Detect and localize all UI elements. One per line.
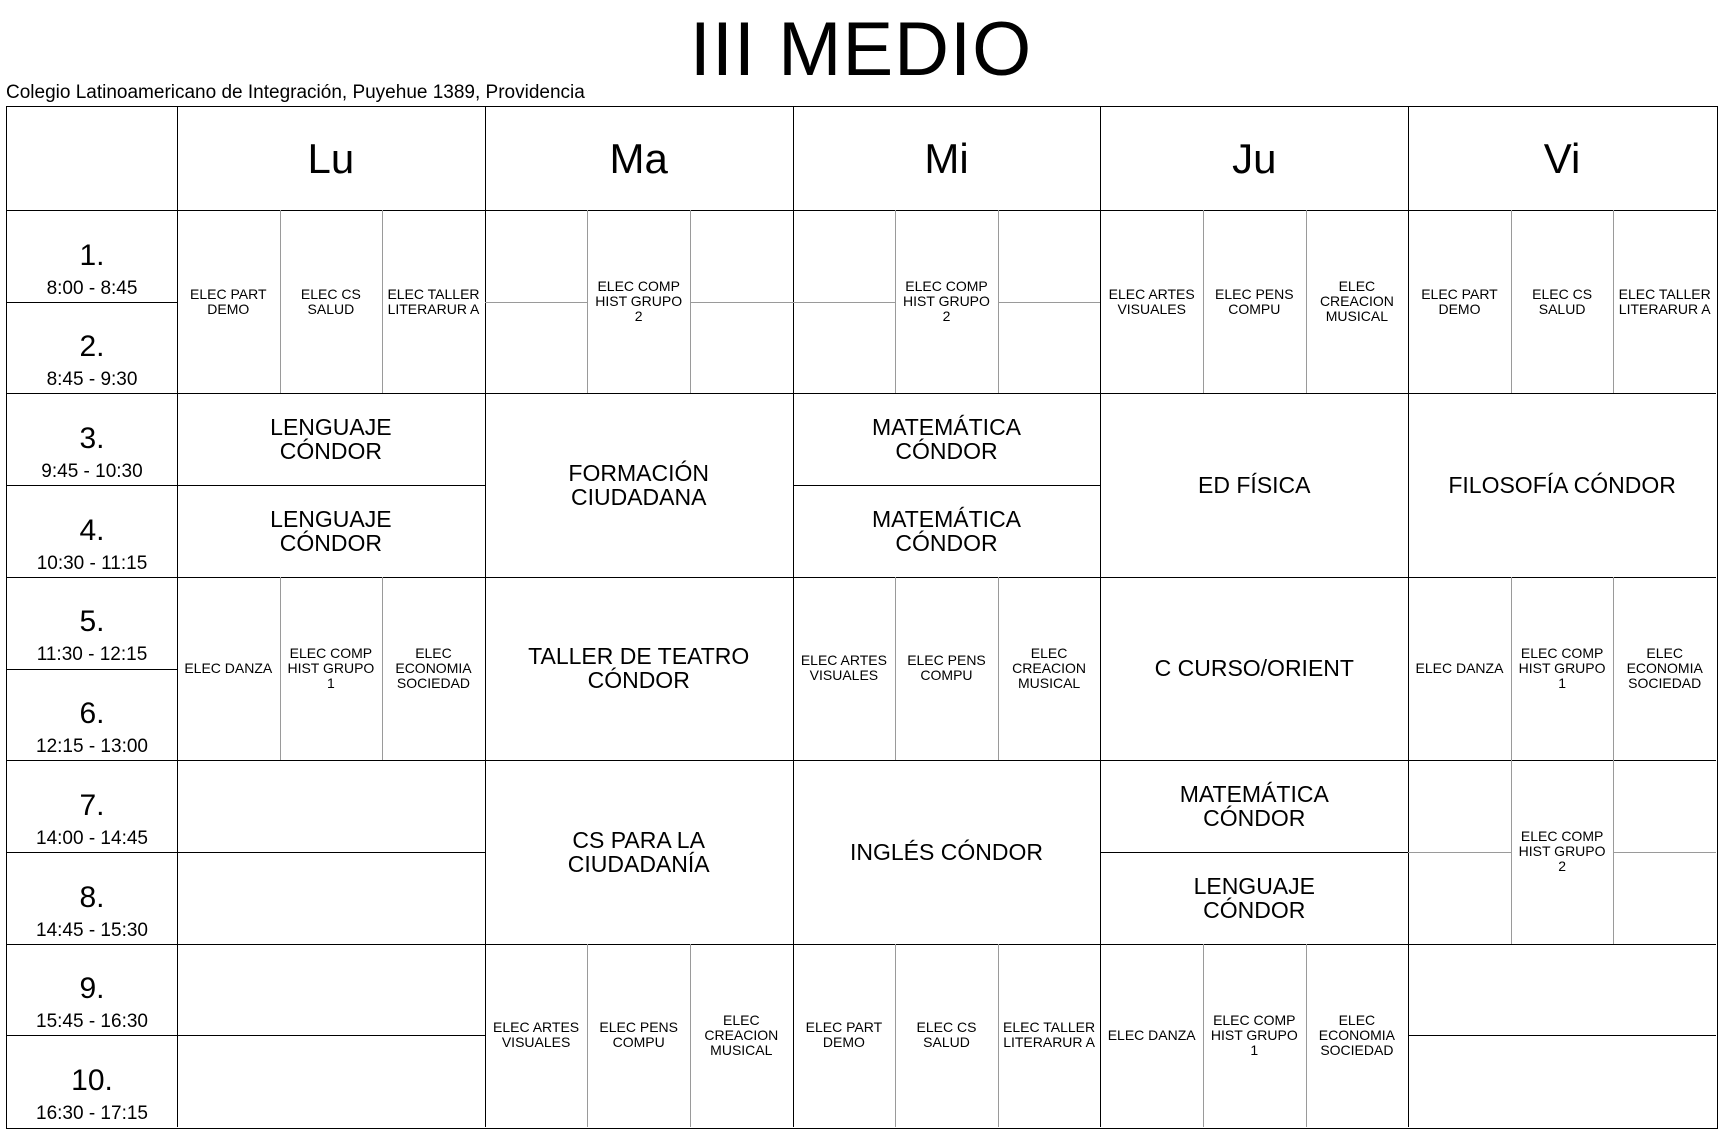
grid-line [1306,944,1307,1127]
empty-slot [1408,852,1511,944]
period-time: 11:30 - 12:15 [36,644,148,666]
subject-block: MATEMÁTICA CÓNDOR [871,414,1022,465]
period-label [7,669,177,761]
grid-line [382,577,383,760]
subject-block: INGLÉS CÓNDOR [850,838,1043,865]
subject-block: ELEC TALLER LITERARUR A [1618,285,1711,317]
grid-line [280,577,281,760]
grid-line [998,302,999,394]
period-label [7,577,177,669]
day-header: Mi [924,134,969,182]
subject-block: ELEC COMP HIST GRUPO 1 [287,644,375,691]
grid-line [793,302,896,303]
subject-block: ELEC COMP HIST GRUPO 1 [1210,1011,1298,1058]
empty-slot [998,302,1101,394]
period-number: 10. [71,1063,113,1097]
subject-block: CS PARA LA CIUDADANÍA [567,826,710,877]
empty-slot [177,852,485,944]
period-number: 2. [79,330,105,364]
empty-slot [793,210,896,302]
grid-line [895,210,896,393]
grid-line [1306,210,1307,393]
period-number: 1. [79,238,105,272]
grid-line [998,577,999,760]
period-time: 15:45 - 16:30 [36,1011,148,1033]
grid-line [1511,577,1512,760]
subject-block: ELEC DANZA [1107,1026,1196,1043]
subject-block: ELEC TALLER LITERARUR A [387,285,480,317]
subject-block: ELEC PART DEMO [805,1019,883,1051]
grid-line [7,669,177,670]
grid-line [998,302,1101,303]
period-label [7,760,177,852]
period-label [7,485,177,577]
empty-slot [1408,760,1511,852]
grid-line [690,302,691,394]
grid-line [1203,210,1204,393]
grid-line [690,302,793,303]
grid-line [1613,760,1614,852]
grid-line [587,944,588,1127]
period-time: 12:15 - 13:00 [36,736,148,758]
period-number: 3. [79,422,105,456]
period-label [7,944,177,1036]
grid-line [1613,210,1614,393]
grid-line [1511,760,1512,943]
school-address: Colegio Latinoamericano de Integración, Puyehue 1389, Providencia [6,82,585,103]
period-number: 6. [79,697,105,731]
grid-line [7,852,177,853]
period-time: 14:00 - 14:45 [36,827,148,849]
subject-block: ELEC CREACION MUSICAL [1319,278,1394,325]
grid-line [895,944,896,1127]
period-time: 9:45 - 10:30 [41,461,143,483]
empty-slot [1408,944,1716,1036]
grid-line [1613,852,1614,944]
subject-block: ED FÍSICA [1198,472,1311,499]
subject-block: ELEC DANZA [184,659,273,676]
subject-block: ELEC CS SALUD [300,285,361,317]
empty-slot [998,210,1101,302]
grid-line [7,302,177,303]
subject-block: ELEC COMP HIST GRUPO 1 [1518,644,1606,691]
grid-line [177,1035,485,1036]
grid-line [7,1035,177,1036]
period-label [7,852,177,944]
empty-slot [485,210,588,302]
subject-block: ELEC ECONOMIA SOCIEDAD [1318,1011,1395,1058]
period-time: 10:30 - 11:15 [36,552,148,574]
subject-block: ELEC ECONOMIA SOCIEDAD [395,644,472,691]
grid-line [1613,577,1614,760]
day-header: Vi [1543,134,1581,182]
period-number: 4. [79,513,105,547]
empty-slot [177,760,485,852]
period-label [7,1035,177,1127]
grid-line [895,577,896,760]
empty-slot [690,302,793,394]
subject-block: ELEC PENS COMPU [1215,285,1294,317]
subject-block: ELEC CS SALUD [916,1019,977,1051]
empty-slot [1613,760,1716,852]
subject-block: ELEC COMP HIST GRUPO 2 [1518,828,1606,875]
grid-line [1511,210,1512,393]
grid-line [1613,852,1716,853]
subject-block: ELEC PART DEMO [1421,285,1498,317]
grid-line [7,485,177,486]
subject-block: ELEC PENS COMPU [599,1019,678,1051]
grid-line [1100,852,1408,853]
day-header: Ma [609,134,668,182]
subject-block: MATEMÁTICA CÓNDOR [1179,781,1329,832]
subject-block: ELEC CS SALUD [1532,285,1593,317]
period-time: 16:30 - 17:15 [36,1102,148,1124]
empty-slot [485,302,588,394]
empty-slot [690,210,793,302]
period-time: 8:00 - 8:45 [46,277,138,299]
subject-block: LENGUAJE CÓNDOR [270,414,392,465]
grid-line [690,210,691,302]
period-number: 7. [79,788,105,822]
subject-block: ELEC COMP HIST GRUPO 2 [903,278,990,325]
empty-slot [793,302,896,394]
period-number: 5. [79,605,105,639]
empty-slot [1613,852,1716,944]
subject-block: ELEC PENS COMPU [907,652,986,684]
subject-block: ELEC DANZA [1415,659,1504,676]
grid-line [1408,852,1511,853]
subject-block: LENGUAJE CÓNDOR [1193,872,1315,923]
grid-line [1408,1035,1716,1036]
subject-block: ELEC ECONOMIA SOCIEDAD [1626,644,1703,691]
subject-block: ELEC COMP HIST GRUPO 2 [595,278,683,325]
empty-slot [1408,1035,1716,1127]
subject-block: ELEC CREACION MUSICAL [1012,644,1087,691]
period-label [7,393,177,485]
subject-block: ELEC ARTES VISUALES [493,1019,580,1051]
grid-line [485,302,588,303]
period-label [7,210,177,302]
subject-block: C CURSO/ORIENT [1154,655,1354,682]
grid-line [793,485,1101,486]
grid-line [382,210,383,393]
grid-line [998,944,999,1127]
timetable-grid [6,106,1718,1129]
subject-block: LENGUAJE CÓNDOR [270,505,392,556]
subject-block: FILOSOFÍA CÓNDOR [1448,472,1676,499]
grid-line [998,210,999,302]
grid-line [280,210,281,393]
grid-line [1203,944,1204,1127]
day-header: Ju [1232,134,1277,182]
period-time: 8:45 - 9:30 [46,369,138,391]
subject-block: ELEC PART DEMO [190,285,267,317]
period-number: 8. [79,880,105,914]
empty-slot [177,944,485,1036]
page-title: III MEDIO [689,7,1033,92]
subject-block: ELEC ARTES VISUALES [800,652,887,684]
subject-block: ELEC ARTES VISUALES [1108,285,1195,317]
day-header: Lu [307,134,355,182]
grid-line [690,944,691,1127]
subject-block: TALLER DE TEATRO CÓNDOR [528,643,750,694]
subject-block: FORMACIÓN CIUDADANA [568,460,709,511]
grid-line [177,852,485,853]
period-time: 14:45 - 15:30 [36,919,148,941]
empty-slot [177,1035,485,1127]
period-number: 9. [79,972,105,1006]
subject-block: MATEMÁTICA CÓNDOR [871,505,1022,556]
grid-line [177,485,485,486]
grid-line [587,210,588,393]
subject-block: ELEC TALLER LITERARUR A [1003,1019,1096,1051]
subject-block: ELEC CREACION MUSICAL [704,1011,779,1058]
period-label [7,302,177,394]
